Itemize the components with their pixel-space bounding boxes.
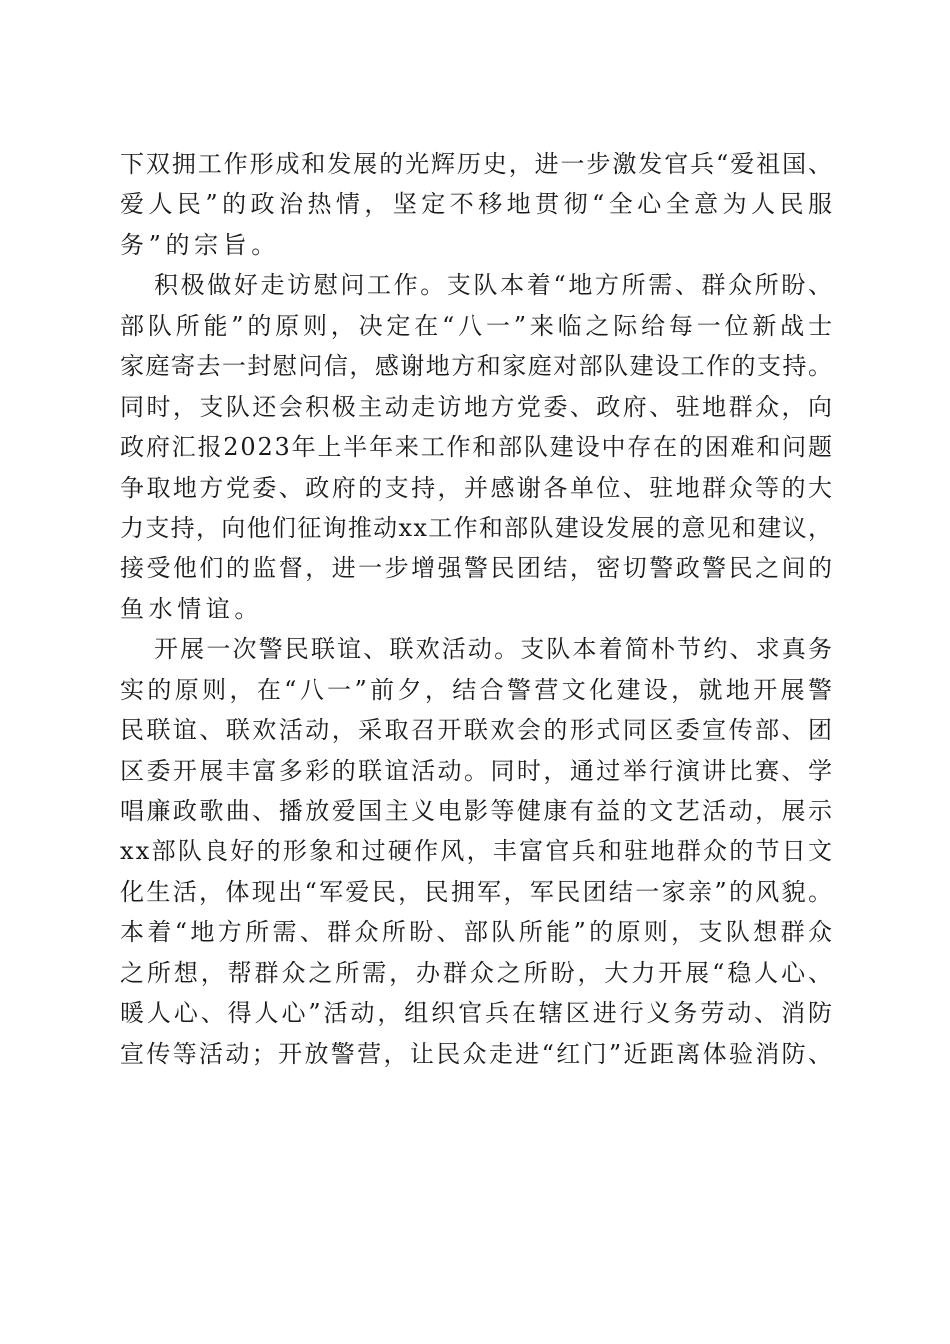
text-line: 鱼水情谊。 xyxy=(120,594,263,623)
text-line: 暖人心、得人心”活动，组织官兵在辖区进行义务劳动、消防 xyxy=(120,999,835,1028)
text-line: 同时，支队还会积极主动走访地方党委、政府、驻地群众，向 xyxy=(120,392,835,421)
text-line: 宣传等活动；开放警营，让民众走进“红门”近距离体验消防、 xyxy=(120,1039,835,1068)
text-line: 本着“地方所需、群众所盼、部队所能”的原则，支队想群众 xyxy=(120,918,836,947)
text-line: 务”的宗旨。 xyxy=(120,230,280,259)
document-page xyxy=(120,144,837,1074)
text-line: 唱廉政歌曲、播放爱国主义电影等健康有益的文艺活动，展示 xyxy=(120,797,835,825)
paragraph-first-line: 积极做好走访慰问工作。支队本着“地方所需、群众所盼、 xyxy=(154,271,835,300)
text-line: 政府汇报2023年上半年来工作和部队建设中存在的困难和问题 xyxy=(120,433,834,462)
text-line: 实的原则，在“八一”前夕，结合警营文化建设，就地开展警 xyxy=(120,675,836,704)
text-line: 部队所能”的原则，决定在“八一”来临之际给每一位新战士 xyxy=(120,311,836,340)
text-line: 爱人民”的政治热情，坚定不移地贯彻“全心全意为人民服 xyxy=(120,190,837,219)
text-line: 接受他们的监督，进一步增强警民团结，密切警政警民之间的 xyxy=(120,554,835,583)
text-line: 下双拥工作形成和发展的光辉历史，进一步激发官兵“爱祖国、 xyxy=(120,150,834,178)
text-line: 化生活，体现出“军爱民，民拥军，军民团结一家亲”的风貌。 xyxy=(120,877,835,906)
text-line: 民联谊、联欢活动，采取召开联欢会的形式同区委宣传部、团 xyxy=(120,716,835,745)
text-line: xx部队良好的形象和过硬作风，丰富官兵和驻地群众的节日文 xyxy=(120,837,835,866)
paragraph-first-line: 开展一次警民联谊、联欢活动。支队本着简朴节约、求真务 xyxy=(154,635,835,664)
text-line: 家庭寄去一封慰问信，感谢地方和家庭对部队建设工作的支持。 xyxy=(120,352,834,381)
text-line: 力支持，向他们征询推动xx工作和部队建设发展的意见和建议， xyxy=(120,513,834,542)
text-line: 之所想，帮群众之所需，办群众之所盼，大力开展“稳人心、 xyxy=(120,958,835,987)
text-line: 争取地方党委、政府的支持，并感谢各单位、驻地群众等的大 xyxy=(120,473,835,502)
text-line: 区委开展丰富多彩的联谊活动。同时，通过举行演讲比赛、学 xyxy=(120,756,835,785)
